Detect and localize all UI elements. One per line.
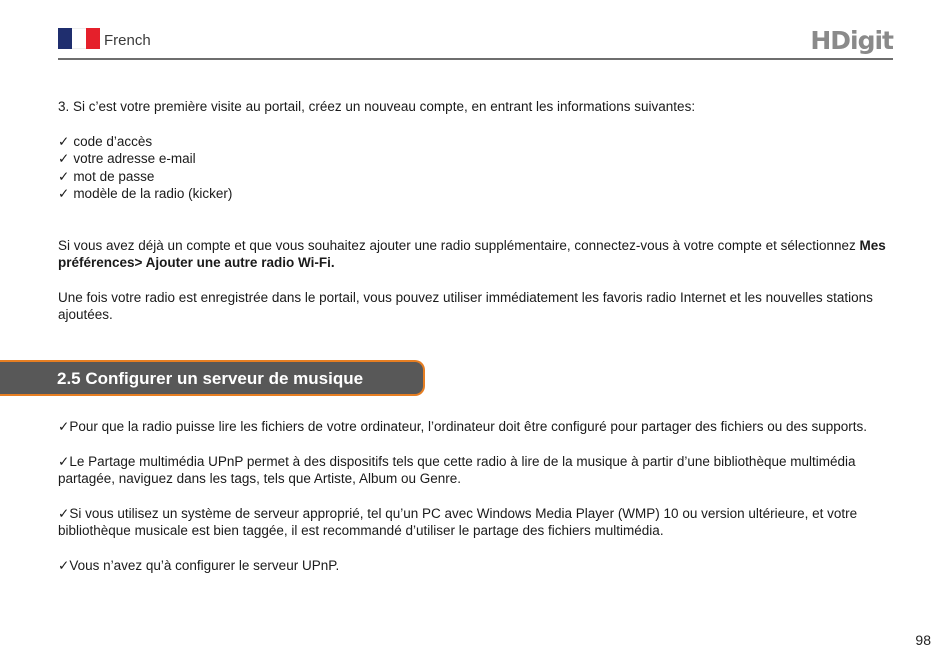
section-item: ✓Pour que la radio puisse lire les fichiers de votre ordinateur, l’ordinateur doit être configuré pour partager des fichiers ou des supports. xyxy=(58,419,868,434)
section-item: ✓Le Partage multimédia UPnP permet à des dispositifs tels que cette radio à lire de la musique à partir d’une bibliothèque multimédia partagée, naviguez dans les tags, tels que Artiste, Album ou Genre. xyxy=(58,453,856,486)
check-mark-icon: ✓ xyxy=(58,419,70,434)
check-mark-icon: ✓ xyxy=(58,133,70,149)
section-title: 2.5 Configurer un serveur de musique xyxy=(57,369,364,388)
check-item: ✓ mot de passe xyxy=(58,168,155,184)
section-item: ✓Vous n’avez qu’à configurer le serveur UPnP. xyxy=(58,557,340,573)
check-item: ✓ modèle de la radio (kicker) xyxy=(58,186,233,201)
check-mark-icon: ✓ xyxy=(58,453,70,469)
section-item: ✓Si vous utilisez un système de serveur approprié, tel qu’un PC avec Windows Media Player (WMP) 10 ou version ultérieure, et votre bibliothèque musicale est bien taggée, il est recommandé d’utiliser le partage des fichiers multimédia. xyxy=(58,505,858,538)
menu-path-bold: Mes préférences> Ajouter une autre radio Wi-Fi. xyxy=(58,237,886,270)
check-mark-icon: ✓ xyxy=(58,151,70,166)
language-label: French xyxy=(104,32,151,49)
step-3-text: 3. Si c’est votre première visite au portail, créez un nouveau compte, en entrant les informations suivantes: xyxy=(58,99,696,114)
check-item: ✓ code d’accès xyxy=(58,133,153,149)
section-banner xyxy=(0,360,425,396)
registered-radio-paragraph: Une fois votre radio est enregistrée dans le portail, vous pouvez utiliser immédiatement les favoris radio Internet et les nouvelles stations ajoutées. xyxy=(58,289,873,322)
check-item: ✓ votre adresse e-mail xyxy=(58,151,196,166)
existing-account-paragraph: Si vous avez déjà un compte et que vous souhaitez ajouter une radio supplémentaire, connectez-vous à votre compte et sélectionnez Mes préférences> Ajouter une autre radio Wi-Fi. xyxy=(58,237,886,270)
check-mark-icon: ✓ xyxy=(58,186,70,201)
page-number: 98 xyxy=(915,632,931,648)
check-mark-icon: ✓ xyxy=(58,557,70,573)
brand-logo xyxy=(810,26,893,55)
check-mark-icon: ✓ xyxy=(58,168,70,184)
logo-text: HDigit xyxy=(810,26,893,55)
section-content xyxy=(58,418,893,574)
flag-france-icon xyxy=(58,28,100,49)
check-mark-icon: ✓ xyxy=(58,505,70,521)
page-header xyxy=(58,26,893,60)
intro-content xyxy=(58,98,888,324)
